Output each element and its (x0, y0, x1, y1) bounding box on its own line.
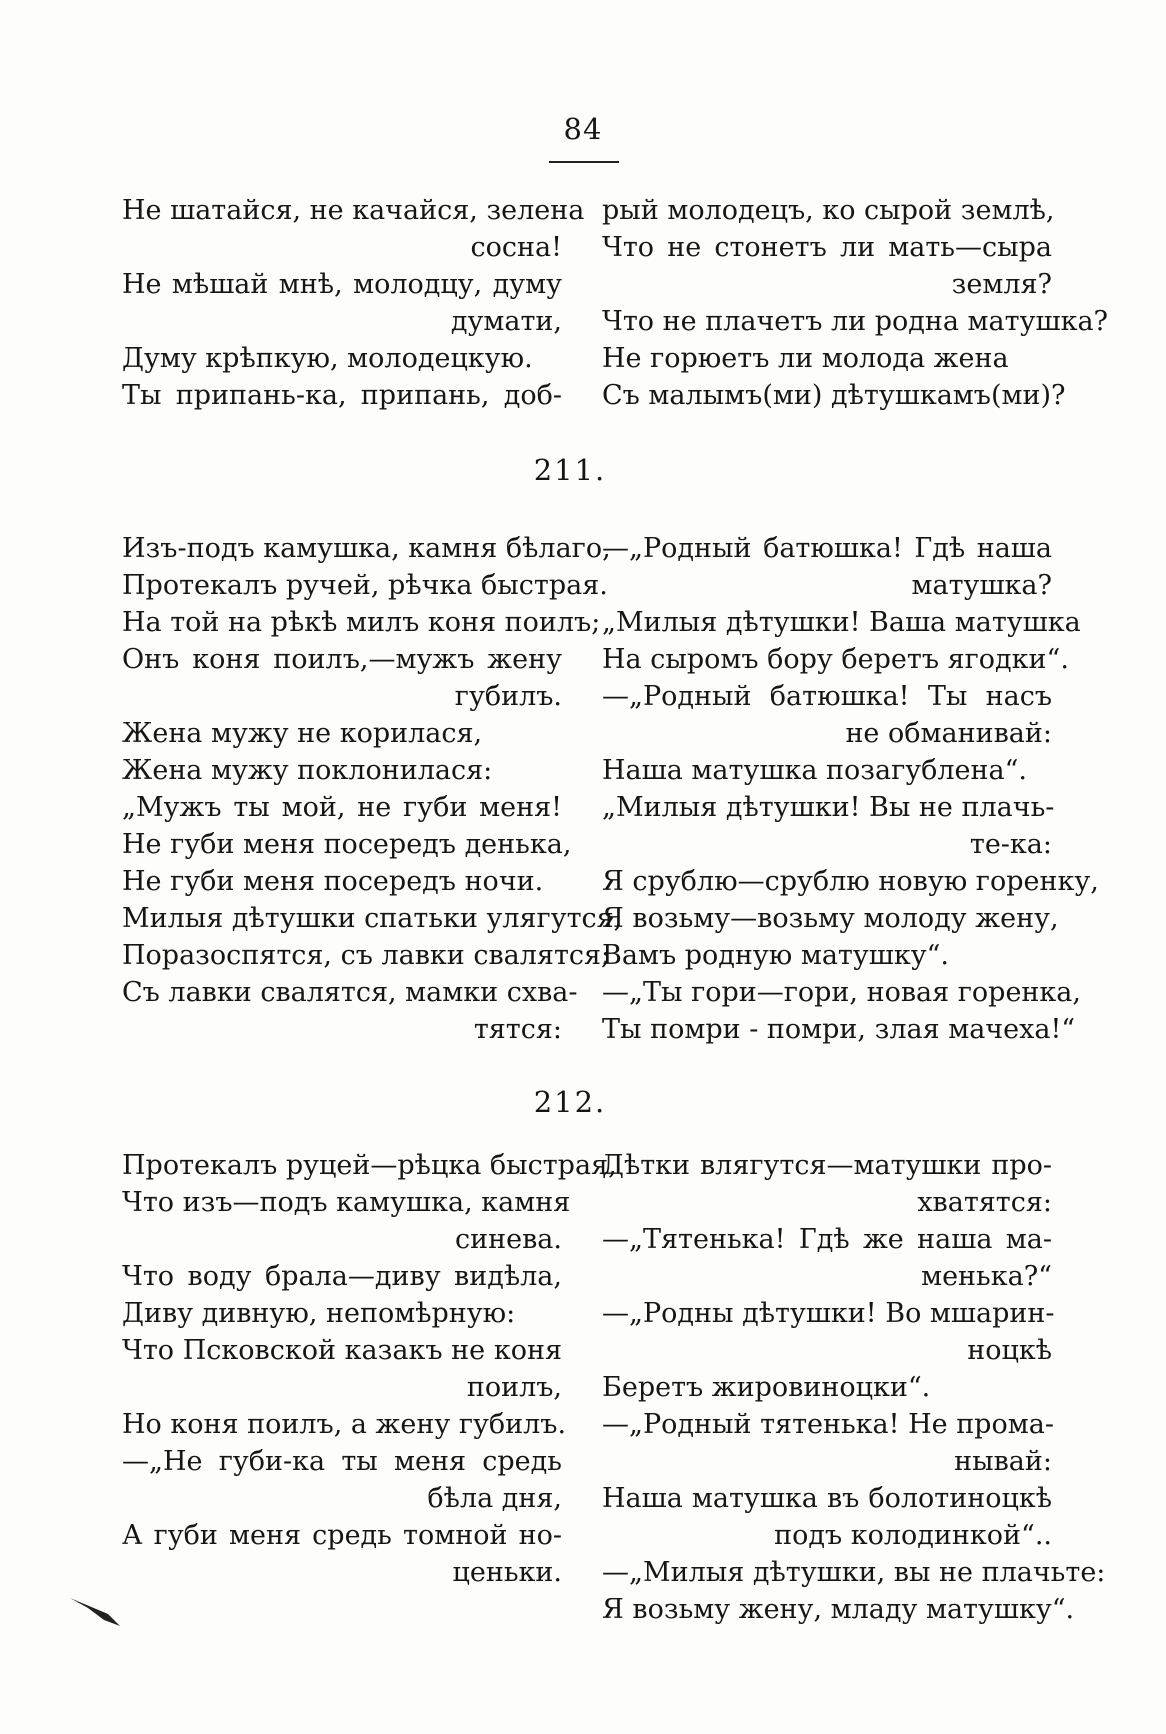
verse-line: Милыя дѣтушки спатьки улягутся, (122, 903, 623, 934)
verse-line: Что воду брала—диву видѣла, (122, 1261, 562, 1292)
verse-line-continuation: менька?“ (921, 1261, 1052, 1292)
verse-line: Не горюетъ ли молода жена (602, 343, 1009, 374)
verse-line: Онъ коня поилъ,—мужъ жену (122, 644, 562, 675)
page-number: 84 (563, 112, 603, 146)
verse-line: Диву дивную, непомѣрную: (122, 1298, 516, 1329)
verse-line: Не губи меня посередъ денька, (122, 829, 572, 860)
verse-line-continuation: не обманивай: (845, 718, 1052, 749)
verse-line: Что не стонетъ ли мать—сыра (602, 232, 1052, 263)
verse-line: —„Тятенька! Гдѣ же наша ма- (602, 1224, 1052, 1255)
verse-line: рый молодецъ, ко сырой землѣ, (602, 195, 1055, 226)
verse-line-continuation: губилъ. (454, 681, 562, 712)
verse-line: Съ лавки свалятся, мамки схва- (122, 977, 578, 1008)
verse-line: На той на рѣкѣ милъ коня поилъ; (122, 607, 601, 638)
verse-line: Жена мужу поклонилася: (122, 755, 493, 786)
verse-line: Я срублю—срублю новую горенку, (602, 866, 1099, 897)
verse-line: —„Милыя дѣтушки, вы не плачьте: (602, 1557, 1106, 1588)
verse-line: Вамъ родную матушку“. (602, 940, 950, 971)
continuation-left-column (122, 192, 585, 414)
verse-line: —„Не губи-ка ты меня средь (122, 1446, 562, 1477)
verse-line-continuation: земля? (951, 269, 1052, 300)
verse-line-continuation: подъ колодинкой“.. (774, 1520, 1052, 1551)
verse-line-continuation: думати, (450, 306, 562, 337)
song-211-number: 211. (533, 453, 607, 487)
verse-line-continuation: нывай: (954, 1446, 1052, 1477)
verse-line: Но коня поилъ, а жену губилъ. (122, 1409, 567, 1440)
verse-line: Съ малымъ(ми) дѣтушкамъ(ми)? (602, 380, 1066, 411)
ink-blot-mark (68, 1592, 128, 1632)
verse-line: Изъ-подъ камушка, камня бѣлаго, (122, 533, 611, 564)
verse-line: Что не плачетъ ли родна матушка? (602, 306, 1109, 337)
verse-line-continuation: ценьки. (452, 1557, 562, 1588)
verse-line: —„Родный батюшка! Ты насъ (602, 681, 1052, 712)
song-211-left-column (122, 530, 623, 1048)
verse-line: —„Родный батюшка! Гдѣ наша (602, 533, 1052, 564)
verse-line: Ты припань-ка, припань, доб- (122, 380, 562, 411)
verse-line-continuation: поилъ, (466, 1372, 562, 1403)
continuation-right-column (602, 192, 1109, 414)
verse-line: Протекалъ ручей, рѣчка быстрая. (122, 570, 608, 601)
verse-line: Протекалъ руцей—рѣцка быстрая, (122, 1150, 617, 1181)
verse-line: —„Родны дѣтушки! Во мшарин- (602, 1298, 1055, 1329)
verse-line-continuation: синева. (455, 1224, 562, 1255)
verse-line-continuation: тятся: (473, 1014, 562, 1045)
verse-line: Что Псковской казакъ не коня (122, 1335, 562, 1366)
verse-line: Думу крѣпкую, молодецкую. (122, 343, 533, 374)
verse-line: Наша матушка въ болотиноцкѣ (602, 1483, 1052, 1514)
verse-line-continuation: те-ка: (969, 829, 1052, 860)
verse-line: „Мужъ ты мой, не губи меня! (122, 792, 562, 823)
verse-line: А губи меня средь томной но- (122, 1520, 562, 1551)
verse-line-continuation: ноцкѣ (967, 1335, 1052, 1366)
verse-line: Не мѣшай мнѣ, молодцу, думу (122, 269, 562, 300)
verse-line: Не шатайся, не качайся, зелена (122, 195, 585, 226)
song-212-left-column (122, 1147, 617, 1591)
verse-line: Что изъ—подъ камушка, камня (122, 1187, 571, 1218)
verse-line-continuation: хватятся: (917, 1187, 1052, 1218)
verse-line: „Милыя дѣтушки! Ваша матушка (602, 607, 1081, 638)
verse-line: Я возьму жену, младу матушку“. (602, 1594, 1075, 1625)
verse-line-continuation: матушка? (911, 570, 1052, 601)
verse-line: Ты помри - помри, злая мачеха!“ (602, 1014, 1076, 1045)
verse-line: Я возьму—возьму молоду жену, (602, 903, 1059, 934)
verse-line: Беретъ жировиноцки“. (602, 1372, 931, 1403)
song-212-number: 212. (533, 1085, 607, 1119)
verse-line: На сыромъ бору беретъ ягодки“. (602, 644, 1069, 675)
verse-line: —„Родный тятенька! Не прома- (602, 1409, 1054, 1440)
verse-line: Не губи меня посередъ ночи. (122, 866, 544, 897)
verse-line: „Милыя дѣтушки! Вы не плачь- (602, 792, 1055, 823)
verse-line: —„Ты гори—гори, новая горенка, (602, 977, 1081, 1008)
verse-line-continuation: сосна! (470, 232, 562, 263)
song-211-right-column (602, 530, 1099, 1048)
verse-line: Наша матушка позагублена“. (602, 755, 1027, 786)
page-number-rule (549, 161, 619, 163)
verse-line-continuation: бѣла дня, (427, 1483, 562, 1514)
verse-line: Дѣтки влягутся—матушки про- (602, 1150, 1052, 1181)
song-212-right-column (602, 1147, 1106, 1628)
verse-line: Жена мужу не корилася, (122, 718, 483, 749)
verse-line: Поразоспятся, съ лавки свалятся; (122, 940, 611, 971)
